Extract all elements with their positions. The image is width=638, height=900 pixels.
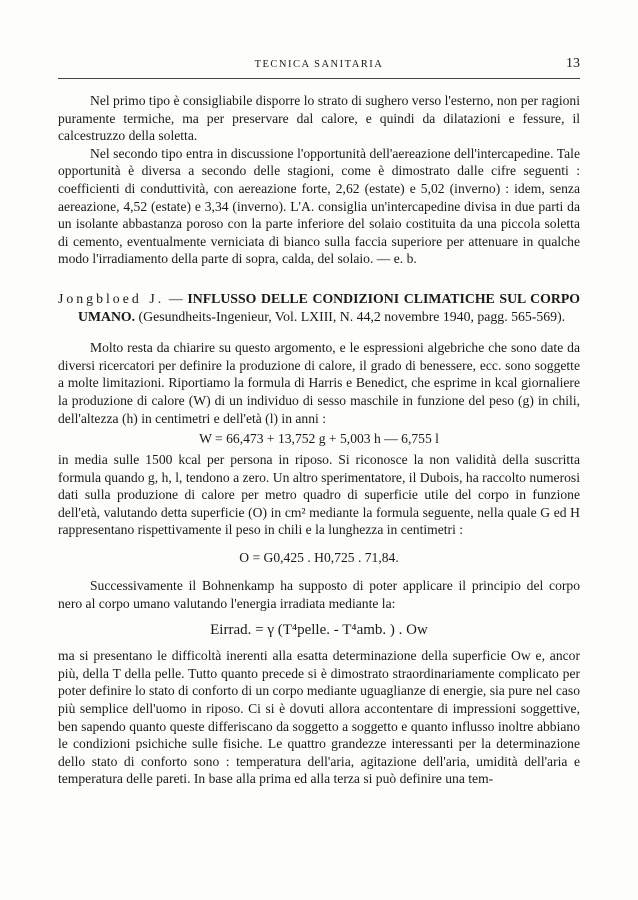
paragraph: in media sulle 1500 kcal per persona in riposo. Si riconosce la non validità della suscritta formula quando g, h, l, tendono a zero. Un altro sperimentatore, il Dubois, ha raccolto numerosi dati sulla produzione di calore per metro quadro di superficie utile del corpo in funzione dell'età, valutando detta superficie (O) in cm² mediante la formula seguente, nella quale G ed H rappresentano rispettivamente il peso in chili e la lunghezza in centimetri : [58, 452, 580, 538]
article-heading [58, 290, 580, 325]
paragraph: Nel primo tipo è consigliabile disporre lo strato di sughero verso l'esterno, non per ragioni puramente termiche, ma per preservare dal calore, e quindi da dilatazioni e fessure, il calcestruzzo della soletta. [58, 93, 580, 144]
article-source: (Gesundheits-Ingenieur, Vol. LXIII, N. 44,2 novembre 1940, pagg. 565-569). [135, 308, 566, 324]
page-header [58, 56, 580, 79]
paragraph: Nel secondo tipo entra in discussione l'opportunità dell'aereazione dell'intercapedine. Tale opportunità è diversa a secondo delle stagioni, come è dimostrato dalle cifre seguenti : coefficienti di conduttività, con aereazione forte, 2,62 (estate) e 5,02 (inverno) : idem, senza aereazione, 4,52 (estate) e 3,34 (inverno). L'A. consiglia un'intercapedine divisa in due parti da un isolante abbastanza poroso con la parte inferiore del solaio costituita da una piccola soletta di cemento, eventualmente verniciata di bianco sulla faccia superiore per attenuare in qualche modo l'irradiamento della parte di sopra, calda, del solaio. — e. b. [58, 145, 580, 267]
paragraph: ma si presentano le difficoltà inerenti alla esatta determinazione della superficie Ow e, ancor più, della T della pelle. Tutto quanto precede si è dimostrato straordinariamente complicato per poter definire lo stato di conforto di un corpo mediante uguaglianze di energie, sia pure nel caso più semplice dell'uomo in riposo. Ci si è dovuti allora accontentare di impressioni soggettive, ben sapendo quanto queste differiscano da soggetto a soggetto e quanto influsso inoltre abbiano le condizioni psichiche sulle fisiche. Le quattro grandezze interessanti per la determinazione dello stato di conforto sono : temperatura dell'aria, agitazione dell'aria, umidità dell'aria e temperatura delle pareti. In base alla prima ed alla terza si può definire una tem- [58, 648, 580, 787]
page-number: 13 [566, 56, 580, 71]
paragraph: Successivamente il Bohnenkamp ha supposto di poter applicare il principio del corpo nero al corpo umano valutando l'energia irradiata mediante la: [58, 578, 580, 611]
paragraph: Molto resta da chiarire su questo argomento, e le espressioni algebriche che sono date da diversi ricercatori per definire la produzione di calore, il grado di benessere, ecc. sono soggette a molte limitazioni. Riportiamo la formula di Harris e Benedict, che esprime in kcal giornaliere la produzione di calore (W) di un individuo di sesso maschile in funzione del peso (g) in chili, dell'altezza (h) in centimetri e dell'età (l) in anni : [58, 340, 580, 426]
formula-dubois: O = G0,425 . H0,725 . 71,84. [239, 550, 399, 566]
formula-bohnenkamp: Eirrad. = γ (T⁴pelle. - T⁴amb. ) . Ow [210, 622, 428, 639]
formula-harris-benedict: W = 66,473 + 13,752 g + 5,003 h — 6,755 l [199, 431, 439, 447]
page-body [58, 92, 580, 788]
article-author: Jongbloed J. [58, 290, 165, 306]
heading-dash: — [164, 290, 188, 306]
article-title: INFLUSSO DELLE CONDIZIONI CLIMATICHE SUL CORPO UMANO. [78, 290, 580, 324]
running-title: TECNICA SANITARIA [254, 59, 384, 70]
